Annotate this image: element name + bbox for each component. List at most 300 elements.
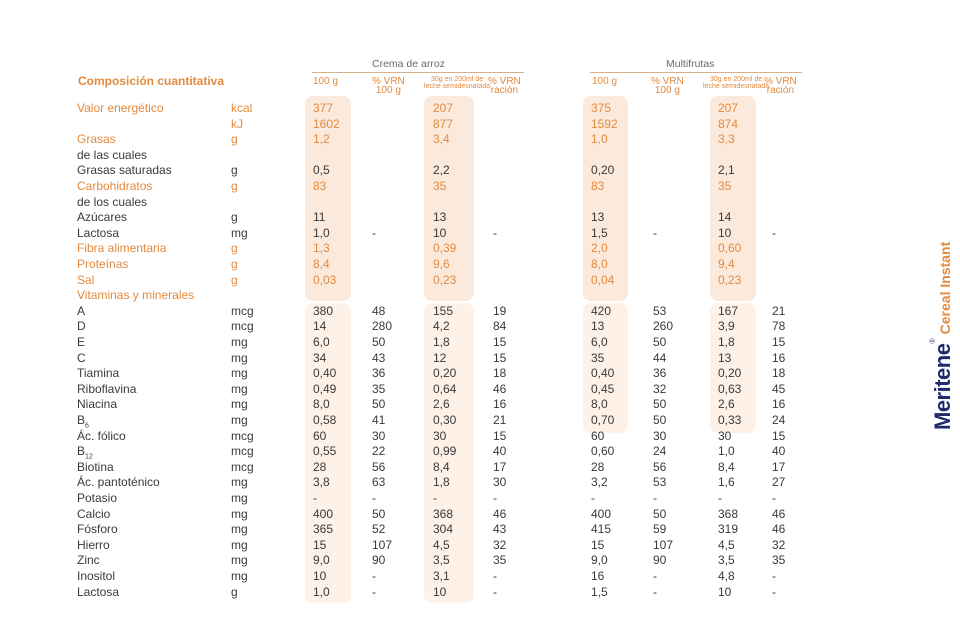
row-label: D bbox=[77, 319, 86, 334]
cell-value: 15 bbox=[493, 335, 507, 349]
brand-registered: ® bbox=[930, 338, 937, 344]
row-unit: mcg bbox=[231, 459, 254, 474]
row-label: Proteínas bbox=[77, 257, 129, 271]
cell-value: - bbox=[493, 569, 497, 583]
cell-value: 36 bbox=[653, 366, 667, 381]
table-row bbox=[0, 195, 960, 211]
table-row bbox=[0, 444, 960, 460]
cell-value: 0,23 bbox=[433, 272, 457, 287]
cell-value: - bbox=[653, 225, 657, 240]
cell-value: 19 bbox=[493, 303, 507, 318]
cell-value: - bbox=[772, 225, 776, 240]
table-row bbox=[0, 413, 960, 429]
row-label: Hierro bbox=[77, 537, 110, 552]
cell-value: 8,4 bbox=[313, 257, 330, 271]
cell-value: 167 bbox=[718, 303, 739, 318]
cell-value: 0,04 bbox=[591, 272, 615, 287]
cell-value: 53 bbox=[653, 475, 667, 490]
table-row bbox=[0, 257, 960, 273]
cell-value: 78 bbox=[772, 319, 786, 334]
cell-value: 4,2 bbox=[433, 319, 450, 334]
cell-value: 260 bbox=[653, 319, 674, 334]
cell-value: 28 bbox=[313, 459, 327, 474]
cell-value: 16 bbox=[493, 397, 507, 412]
cell-value: 10 bbox=[718, 584, 732, 599]
row-label: Lactosa bbox=[77, 584, 120, 599]
cell-value: 30 bbox=[653, 428, 667, 443]
row-label: Fósforo bbox=[77, 522, 118, 537]
row-label: Vitaminas y minerales bbox=[77, 288, 195, 303]
cell-value: 3,5 bbox=[718, 553, 735, 568]
row-unit: mcg bbox=[231, 319, 254, 334]
cell-value: 22 bbox=[372, 444, 386, 459]
cell-value: 0,40 bbox=[591, 366, 615, 381]
table-row bbox=[0, 382, 960, 398]
cell-value: 3,8 bbox=[313, 475, 330, 490]
cell-value: - bbox=[372, 569, 376, 583]
group-rule-crema bbox=[312, 72, 524, 73]
cell-value: 16 bbox=[591, 569, 605, 583]
section-title: Composición cuantitativa bbox=[78, 74, 225, 88]
cell-value: 50 bbox=[372, 335, 386, 349]
cell-value: 375 bbox=[591, 101, 612, 115]
cell-value: 56 bbox=[372, 459, 386, 474]
cell-value: 35 bbox=[372, 381, 386, 396]
col-header-100g: 100 g bbox=[313, 76, 339, 87]
table-row bbox=[0, 475, 960, 491]
cell-value: 40 bbox=[772, 444, 786, 459]
cell-value: 3,4 bbox=[433, 132, 450, 147]
cell-value: 0,64 bbox=[433, 381, 457, 396]
cell-value: 50 bbox=[653, 413, 667, 427]
table-row bbox=[0, 553, 960, 569]
cell-value: 1,0 bbox=[591, 132, 608, 147]
cell-value: 56 bbox=[653, 459, 667, 474]
row-label-subscript: 6 bbox=[85, 422, 89, 430]
cell-value: 2,2 bbox=[433, 163, 450, 178]
cell-value: 400 bbox=[591, 506, 612, 521]
col-header-serving: 30g en 200ml de leche semidesnatada bbox=[424, 76, 491, 90]
cell-value: - bbox=[772, 584, 776, 599]
cell-value: 2,0 bbox=[591, 241, 608, 256]
cell-value: 0,20 bbox=[433, 366, 457, 381]
col-header-vrn-racion: % VRN ración bbox=[488, 76, 521, 96]
cell-value: 13 bbox=[591, 319, 605, 334]
table-row bbox=[0, 507, 960, 523]
cell-value: 50 bbox=[372, 397, 386, 412]
row-unit: mg bbox=[231, 381, 248, 396]
cell-value: 1602 bbox=[313, 116, 340, 131]
cell-value: 10 bbox=[433, 584, 447, 599]
cell-value: 8,4 bbox=[718, 459, 735, 474]
row-unit: mg bbox=[231, 335, 248, 349]
row-unit: g bbox=[231, 179, 238, 193]
row-label: Ác. fólico bbox=[77, 428, 126, 443]
cell-value: 30 bbox=[718, 428, 732, 443]
cell-value: 8,0 bbox=[313, 397, 330, 412]
table-row bbox=[0, 304, 960, 320]
row-unit: kcal bbox=[231, 101, 253, 115]
cell-value: 24 bbox=[772, 413, 786, 427]
row-label: Azúcares bbox=[77, 210, 128, 225]
col-header-serving-multi: 30g en 200ml de leche semidesnatada bbox=[703, 76, 770, 90]
table-row bbox=[0, 397, 960, 413]
row-label: Calcio bbox=[77, 506, 111, 521]
cell-value: 0,40 bbox=[313, 366, 337, 381]
row-unit: kJ bbox=[231, 116, 243, 131]
table-row bbox=[0, 226, 960, 242]
cell-value: 2,6 bbox=[718, 397, 735, 412]
row-unit: mg bbox=[231, 569, 248, 583]
table-row bbox=[0, 273, 960, 289]
cell-value: 0,58 bbox=[313, 413, 337, 427]
row-unit: g bbox=[231, 257, 238, 271]
table-row bbox=[0, 101, 960, 117]
cell-value: 83 bbox=[591, 179, 605, 193]
cell-value: 50 bbox=[653, 335, 667, 349]
row-unit: mg bbox=[231, 475, 248, 490]
cell-value: 0,30 bbox=[433, 413, 457, 427]
table-row bbox=[0, 351, 960, 367]
row-label: Niacina bbox=[77, 397, 118, 412]
row-unit: mg bbox=[231, 413, 248, 427]
cell-value: 13 bbox=[433, 210, 447, 225]
row-label: Potasio bbox=[77, 491, 118, 505]
group-title-multifrutas: Multifrutas bbox=[666, 58, 715, 70]
brand-name: Meritene bbox=[930, 343, 955, 430]
cell-value: 46 bbox=[772, 506, 786, 521]
row-label: de las cuales bbox=[77, 147, 148, 162]
cell-value: 46 bbox=[493, 506, 507, 521]
cell-value: 50 bbox=[653, 506, 667, 521]
table-row bbox=[0, 585, 960, 601]
table-row bbox=[0, 117, 960, 133]
cell-value: 0,33 bbox=[718, 413, 742, 427]
col-header-vrn-racion-multi: % VRN ración bbox=[764, 76, 797, 96]
cell-value: 63 bbox=[372, 475, 386, 490]
col-header-vrn-100g: % VRN 100 g bbox=[372, 76, 405, 96]
cell-value: 3,3 bbox=[718, 132, 735, 147]
cell-value: 84 bbox=[493, 319, 507, 334]
cell-value: 24 bbox=[653, 444, 667, 459]
cell-value: 1,0 bbox=[313, 225, 330, 240]
cell-value: 11 bbox=[313, 210, 326, 225]
row-unit: mg bbox=[231, 491, 248, 505]
row-label: Zinc bbox=[77, 553, 100, 568]
cell-value: 34 bbox=[313, 350, 327, 365]
cell-value: 1,8 bbox=[433, 335, 450, 349]
cell-value: 1592 bbox=[591, 116, 618, 131]
row-unit: mcg bbox=[231, 444, 254, 459]
cell-value: 155 bbox=[433, 303, 454, 318]
row-unit: mcg bbox=[231, 303, 254, 318]
cell-value: 3,2 bbox=[591, 475, 608, 490]
cell-value: 1,5 bbox=[591, 225, 608, 240]
row-label-subscript: 12 bbox=[85, 453, 93, 461]
row-unit: mg bbox=[231, 506, 248, 521]
cell-value: - bbox=[493, 491, 497, 505]
row-label: Carbohidratos bbox=[77, 179, 153, 193]
table-row bbox=[0, 429, 960, 445]
col-header-vrn-100g-multi: % VRN 100 g bbox=[651, 76, 684, 96]
cell-value: 3,5 bbox=[433, 553, 450, 568]
table-row bbox=[0, 491, 960, 507]
row-unit: g bbox=[231, 210, 238, 225]
cell-value: - bbox=[493, 584, 497, 599]
cell-value: 35 bbox=[772, 553, 786, 568]
cell-value: 43 bbox=[372, 350, 386, 365]
cell-value: 0,49 bbox=[313, 381, 337, 396]
row-unit: mcg bbox=[231, 428, 254, 443]
cell-value: 0,45 bbox=[591, 381, 615, 396]
table-row bbox=[0, 241, 960, 257]
cell-value: 6,0 bbox=[591, 335, 608, 349]
cell-value: 15 bbox=[313, 537, 327, 552]
cell-value: 280 bbox=[372, 319, 393, 334]
cell-value: 50 bbox=[653, 397, 667, 412]
cell-value: 207 bbox=[718, 101, 739, 115]
cell-value: 0,20 bbox=[591, 163, 615, 178]
row-label: Fibra alimentaria bbox=[77, 241, 167, 256]
row-unit: mg bbox=[231, 366, 248, 381]
table-row bbox=[0, 163, 960, 179]
cell-value: 15 bbox=[493, 350, 507, 365]
cell-value: 4,5 bbox=[433, 537, 450, 552]
cell-value: 400 bbox=[313, 506, 334, 521]
cell-value: - bbox=[653, 584, 657, 599]
cell-value: 14 bbox=[718, 210, 732, 225]
cell-value: 3,9 bbox=[718, 319, 735, 334]
cell-value: 21 bbox=[772, 303, 786, 318]
table-row bbox=[0, 366, 960, 382]
cell-value: 90 bbox=[372, 553, 386, 568]
cell-value: 877 bbox=[433, 116, 454, 131]
cell-value: 420 bbox=[591, 303, 612, 318]
table-row bbox=[0, 522, 960, 538]
table-row bbox=[0, 148, 960, 164]
cell-value: 13 bbox=[591, 210, 605, 225]
cell-value: 43 bbox=[493, 522, 507, 537]
cell-value: 12 bbox=[433, 350, 447, 365]
cell-value: 53 bbox=[653, 303, 667, 318]
cell-value: 2,6 bbox=[433, 397, 450, 412]
row-unit: mg bbox=[231, 537, 248, 552]
cell-value: 44 bbox=[653, 350, 667, 365]
cell-value: 30 bbox=[493, 475, 507, 490]
cell-value: - bbox=[772, 491, 776, 505]
cell-value: 368 bbox=[718, 506, 739, 521]
cell-value: 90 bbox=[653, 553, 667, 568]
row-label: E bbox=[77, 335, 86, 349]
cell-value: 35 bbox=[433, 179, 447, 193]
group-title-crema: Crema de arroz bbox=[372, 58, 445, 70]
cell-value: 3,1 bbox=[433, 569, 450, 583]
cell-value: 59 bbox=[653, 522, 667, 537]
cell-value: 30 bbox=[372, 428, 386, 443]
cell-value: - bbox=[313, 491, 317, 505]
cell-value: - bbox=[718, 491, 722, 505]
row-label: Ác. pantoténico bbox=[77, 475, 160, 490]
cell-value: 36 bbox=[372, 366, 386, 381]
cell-value: 0,55 bbox=[313, 444, 337, 459]
row-label: Sal bbox=[77, 272, 95, 287]
cell-value: 30 bbox=[433, 428, 447, 443]
table-row bbox=[0, 210, 960, 226]
cell-value: 0,23 bbox=[718, 272, 742, 287]
cell-value: 15 bbox=[493, 428, 507, 443]
row-label: Biotina bbox=[77, 459, 114, 474]
brand-product: Cereal Instant bbox=[937, 241, 953, 335]
cell-value: 1,8 bbox=[433, 475, 450, 490]
cell-value: - bbox=[493, 225, 497, 240]
cell-value: 207 bbox=[433, 101, 454, 115]
cell-value: - bbox=[433, 491, 437, 505]
row-label: Grasas saturadas bbox=[77, 163, 172, 178]
cell-value: 15 bbox=[772, 335, 786, 349]
row-label: $B_6$ bbox=[77, 413, 89, 430]
cell-value: 0,70 bbox=[591, 413, 615, 427]
cell-value: - bbox=[772, 569, 776, 583]
cell-value: 10 bbox=[718, 225, 732, 240]
cell-value: 377 bbox=[313, 101, 334, 115]
cell-value: - bbox=[653, 491, 657, 505]
cell-value: - bbox=[591, 491, 595, 505]
row-label: Inositol bbox=[77, 569, 116, 583]
cell-value: 1,5 bbox=[591, 584, 608, 599]
cell-value: 415 bbox=[591, 522, 612, 537]
cell-value: 18 bbox=[493, 366, 507, 381]
cell-value: 319 bbox=[718, 522, 739, 537]
cell-value: 16 bbox=[772, 397, 786, 412]
row-unit: mg bbox=[231, 225, 248, 240]
table-row bbox=[0, 538, 960, 554]
cell-value: - bbox=[653, 569, 657, 583]
cell-value: 32 bbox=[772, 537, 786, 552]
cell-value: 0,60 bbox=[718, 241, 742, 256]
col-header-100g-multi: 100 g bbox=[592, 76, 618, 87]
cell-value: 21 bbox=[493, 413, 507, 427]
row-label: Riboflavina bbox=[77, 381, 137, 396]
table-row bbox=[0, 319, 960, 335]
cell-value: 0,03 bbox=[313, 272, 337, 287]
cell-value: 107 bbox=[653, 537, 674, 552]
row-label: de los cuales bbox=[77, 194, 148, 209]
table-row bbox=[0, 335, 960, 351]
cell-value: 365 bbox=[313, 522, 334, 537]
cell-value: 107 bbox=[372, 537, 393, 552]
cell-value: 1,8 bbox=[718, 335, 735, 349]
cell-value: 1,2 bbox=[313, 132, 330, 147]
cell-value: 8,0 bbox=[591, 257, 608, 271]
row-label: Tiamina bbox=[77, 366, 120, 381]
cell-value: 1,0 bbox=[718, 444, 735, 459]
cell-value: 0,60 bbox=[591, 444, 615, 459]
cell-value: 9,6 bbox=[433, 257, 450, 271]
row-unit: mg bbox=[231, 522, 248, 537]
cell-value: 0,99 bbox=[433, 444, 457, 459]
cell-value: 13 bbox=[718, 350, 732, 365]
cell-value: 6,0 bbox=[313, 335, 330, 349]
cell-value: 9,0 bbox=[313, 553, 330, 568]
row-unit: g bbox=[231, 163, 238, 178]
cell-value: 32 bbox=[493, 537, 507, 552]
row-label: Grasas bbox=[77, 132, 116, 147]
cell-value: 60 bbox=[313, 428, 327, 443]
row-unit: mg bbox=[231, 553, 248, 568]
cell-value: 4,8 bbox=[718, 569, 735, 583]
cell-value: 18 bbox=[772, 366, 786, 381]
row-unit: g bbox=[231, 272, 238, 287]
cell-value: 17 bbox=[493, 459, 507, 474]
row-label: C bbox=[77, 350, 86, 365]
cell-value: 8,0 bbox=[591, 397, 608, 412]
cell-value: 48 bbox=[372, 303, 386, 318]
row-unit: g bbox=[231, 241, 238, 256]
group-rule-multifrutas bbox=[590, 72, 802, 73]
cell-value: 35 bbox=[718, 179, 732, 193]
cell-value: 0,39 bbox=[433, 241, 457, 256]
cell-value: 14 bbox=[313, 319, 327, 334]
cell-value: 0,20 bbox=[718, 366, 742, 381]
table-row bbox=[0, 132, 960, 148]
cell-value: 10 bbox=[313, 569, 327, 583]
cell-value: 32 bbox=[653, 381, 667, 396]
cell-value: 1,6 bbox=[718, 475, 735, 490]
row-label: Valor energético bbox=[77, 101, 164, 115]
row-unit: mg bbox=[231, 397, 248, 412]
cell-value: 4,5 bbox=[718, 537, 735, 552]
row-unit: mg bbox=[231, 350, 248, 365]
cell-value: 10 bbox=[433, 225, 447, 240]
cell-value: 35 bbox=[493, 553, 507, 568]
cell-value: - bbox=[372, 225, 376, 240]
cell-value: 46 bbox=[772, 522, 786, 537]
cell-value: 304 bbox=[433, 522, 454, 537]
table-row bbox=[0, 460, 960, 476]
row-unit: g bbox=[231, 132, 238, 147]
cell-value: 874 bbox=[718, 116, 739, 131]
table-row bbox=[0, 288, 960, 304]
cell-value: 50 bbox=[372, 506, 386, 521]
row-unit: g bbox=[231, 584, 238, 599]
cell-value: 52 bbox=[372, 522, 386, 537]
cell-value: 83 bbox=[313, 179, 327, 193]
cell-value: 46 bbox=[493, 381, 507, 396]
cell-value: 40 bbox=[493, 444, 507, 459]
cell-value: 9,0 bbox=[591, 553, 608, 568]
cell-value: 380 bbox=[313, 303, 334, 318]
cell-value: - bbox=[372, 491, 376, 505]
cell-value: 8,4 bbox=[433, 459, 450, 474]
cell-value: 2,1 bbox=[718, 163, 735, 178]
cell-value: 0,63 bbox=[718, 381, 742, 396]
cell-value: 41 bbox=[372, 413, 386, 427]
cell-value: 1,0 bbox=[313, 584, 330, 599]
cell-value: 35 bbox=[591, 350, 605, 365]
cell-value: 16 bbox=[772, 350, 786, 365]
cell-value: 9,4 bbox=[718, 257, 735, 271]
row-label: A bbox=[77, 303, 86, 318]
brand-logo bbox=[930, 242, 956, 430]
cell-value: 60 bbox=[591, 428, 605, 443]
cell-value: 15 bbox=[591, 537, 605, 552]
cell-value: 27 bbox=[772, 475, 786, 490]
table-row bbox=[0, 569, 960, 585]
row-label: Lactosa bbox=[77, 225, 120, 240]
cell-value: 17 bbox=[772, 459, 786, 474]
cell-value: 45 bbox=[772, 381, 786, 396]
cell-value: 0,5 bbox=[313, 163, 330, 178]
